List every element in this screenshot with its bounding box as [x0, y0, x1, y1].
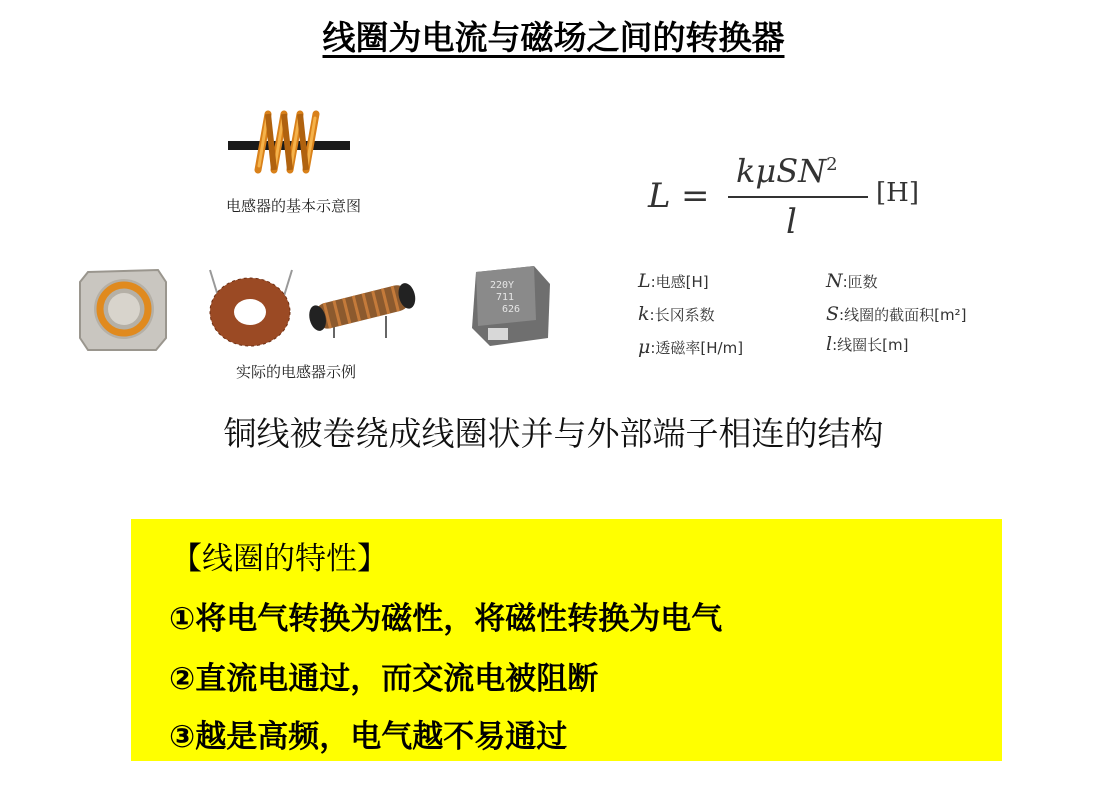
legend-item-l [826, 333, 908, 355]
legend-item-L [638, 270, 709, 292]
formula-denominator: l [786, 202, 797, 242]
formula-numerator [736, 152, 838, 190]
formula-equals: = [681, 176, 710, 216]
page-title: 线圈为电流与磁场之间的转换器 [322, 18, 785, 57]
toroidal-inductor-image [200, 266, 300, 350]
legend-text: :电感[H] [650, 273, 709, 291]
legend-text: :长冈系数 [649, 306, 715, 324]
property-item-2: ②直流电通过，而交流电被阻断 [169, 661, 599, 697]
structure-description: 铜线被卷绕成线圈状并与外部端子相连的结构 [223, 414, 884, 453]
formula-numerator-text: kμSN [736, 152, 827, 190]
legend-symbol: μ [638, 336, 651, 358]
smd-marking-line-1: 220Y [490, 280, 515, 291]
property-item-3: ③越是高频，电气越不易通过 [169, 719, 568, 755]
properties-heading: 【线圈的特性】 [171, 541, 388, 577]
legend-text: :匝数 [842, 273, 878, 291]
formula-exponent: 2 [826, 154, 838, 175]
legend-item-k [638, 303, 715, 325]
smd-power-inductor-image [462, 262, 558, 350]
inductor-schematic-caption: 电感器的基本示意图 [226, 197, 362, 215]
smd-marking-line-2: 711 [496, 292, 515, 303]
legend-text: :线圈的截面积[m²] [839, 306, 967, 324]
legend-text: :透磁率[H/m] [650, 339, 744, 357]
legend-symbol: l [826, 333, 833, 355]
legend-symbol: k [638, 303, 650, 325]
legend-item-N [826, 270, 878, 292]
legend-item-S [826, 303, 966, 325]
legend-symbol: S [826, 303, 840, 325]
examples-caption: 实际的电感器示例 [236, 363, 357, 381]
legend-symbol: L [638, 270, 651, 292]
formula-fraction-bar [728, 196, 868, 198]
formula-unit: [H] [876, 178, 919, 208]
coil-properties-box [131, 519, 1002, 761]
bar-inductor-image [304, 276, 420, 340]
property-item-1: ①将电气转换为磁性，将磁性转换为电气 [169, 601, 723, 637]
smd-marking-line-3: 626 [502, 304, 521, 315]
formula-lhs: L [648, 176, 671, 216]
inductance-formula [648, 148, 948, 248]
legend-symbol: N [826, 270, 843, 292]
shielded-inductor-image [76, 262, 170, 352]
inductor-schematic-image [228, 108, 350, 178]
legend-item-mu [638, 336, 743, 358]
legend-text: :线圈长[m] [832, 336, 909, 354]
